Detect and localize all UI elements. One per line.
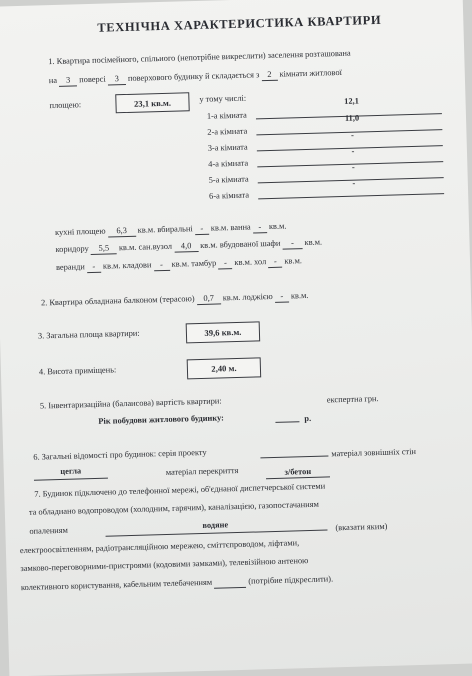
height-label: 4. Висота приміщень: <box>38 365 117 377</box>
rooms-count-value: 2 <box>261 70 277 81</box>
section7-line2: та обладнано водопроводом (холодним, гарячим), каналізацією, газопостачанням <box>28 499 319 517</box>
year-suffix: р. <box>304 413 312 424</box>
room-value-4: - <box>351 146 355 156</box>
room-label-3: 3-а кімната <box>207 142 248 153</box>
section2-line: 2. Квартира обладнана балконом (терасою) 0,7 кв.м. лоджією - кв.м. <box>40 290 309 308</box>
section6-line: 6. Загальні відомості про будинок: серія проекту <box>33 447 207 462</box>
room-value-1: 12,1 <box>344 96 359 106</box>
aux-line-3: веранди - кв.м. кладови - кв.м. тамбур - кв.м. хол - кв.м. <box>55 256 303 272</box>
hol-value: - <box>268 257 282 268</box>
total-area-box: 39,6 кв.м. <box>186 321 261 343</box>
height-box: 2,40 м. <box>187 357 262 379</box>
section7-line6: колективного користування, кабельним телебаченням (потрібне підкреслити). <box>20 574 334 593</box>
outer-walls-value: цегла <box>60 466 82 476</box>
room-label-2: 2-а кімната <box>207 126 248 137</box>
area-label: площею: <box>49 100 82 111</box>
heating-label: опаленням <box>29 525 68 536</box>
document-title: ТЕХНІЧНА ХАРАКТЕРИСТИКА КВАРТИРИ <box>97 12 382 35</box>
veranda-value: - <box>87 262 101 273</box>
aux-line-1: кухні площею 6,3 кв.м. вбиральні - кв.м. ванна - кв.м. <box>54 221 287 238</box>
room-label-4: 4-а кімната <box>208 158 249 169</box>
section1-line1: 1. Квартира посімейного, спільного (непотрібне викреслити) заселення розташована <box>48 48 351 67</box>
room-label-6: 6-а кімната <box>208 190 250 201</box>
bath-value: - <box>253 222 267 233</box>
outer-walls-label: матеріал зовнішніх стін <box>331 447 417 459</box>
section7-line5: замково-переговорними-пристроями (кодовими замками), телевізійною антеною <box>20 556 309 574</box>
room-value-5: - <box>351 162 355 172</box>
sanvuzol-value: 4,0 <box>174 241 198 253</box>
corridor-value: 5,5 <box>91 243 117 255</box>
wc-value: - <box>195 224 209 235</box>
inventory-value-label: 5. Інвентаризаційна (балансова) вартість квартири: <box>39 396 222 411</box>
roof-material-value: з/бетон <box>284 466 312 477</box>
tambur-value: - <box>218 258 232 269</box>
section7-line4: електроосвітленням, радіотрансляційною мережею, сміттєпроводом, ліфтами, <box>19 538 300 556</box>
room-value-2: 11,0 <box>344 113 360 123</box>
pantry-value: - <box>153 260 169 271</box>
floor-value: 3 <box>59 75 77 86</box>
kitchen-value: 6,3 <box>108 226 136 238</box>
inventory-value: експертна грн. <box>326 394 379 405</box>
room-label-5: 5-а кімната <box>208 174 249 185</box>
section7-line1: 7. Будинок підключено до телефонної мережі, об'єднаної диспетчерської системи <box>34 481 326 499</box>
floors-total-value: 3 <box>108 74 126 85</box>
construction-year-label: Рік побудови житлового будинку: <box>98 413 224 426</box>
living-area-box: 23,1 кв.м. <box>115 92 190 113</box>
wardrobe-value: - <box>282 238 302 250</box>
room-label-1: 1-а кімната <box>206 110 247 121</box>
heating-suffix: (вказати яким) <box>335 521 388 533</box>
roof-material-label: матеріал перекриття <box>165 465 239 478</box>
section1-line2: на 3 поверсі 3 поверхового будинку й складається з 2 кімнати житлової <box>48 67 343 86</box>
total-area-label: 3. Загальна площа квартири: <box>37 328 140 341</box>
room-value-3: - <box>350 130 354 140</box>
including-label: у тому числі: <box>199 93 247 104</box>
aux-line-2: коридору 5,5 кв.м. сан.вузол 4,0 кв.м. вбудованої шафи - кв.м. <box>55 237 323 255</box>
loggia-value: - <box>275 292 289 303</box>
heating-value: водяне <box>202 520 229 531</box>
room-value-6: - <box>352 178 356 188</box>
balcony-value: 0,7 <box>197 293 221 305</box>
